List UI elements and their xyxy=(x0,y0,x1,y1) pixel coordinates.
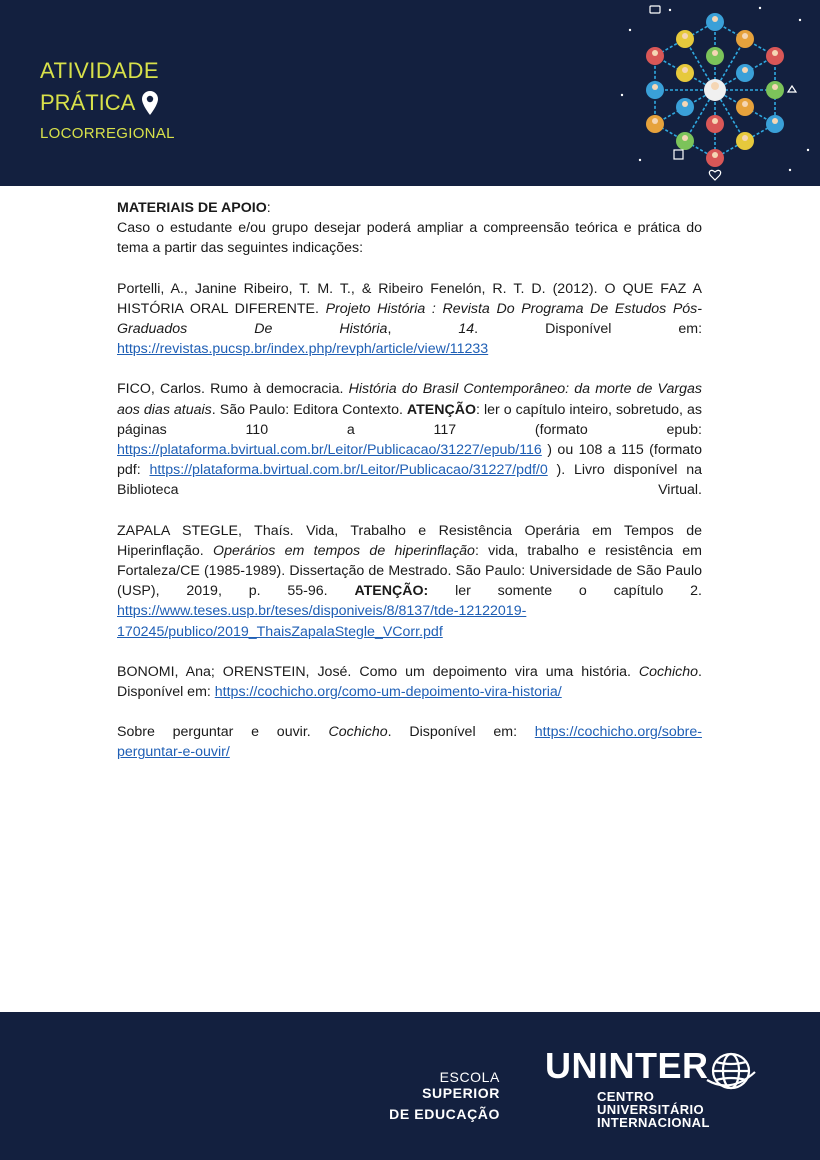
reference-zapala: ZAPALA STEGLE, Thaís. Vida, Trabalho e Resistência Operária em Tempos de Hiperinflação. Operários em tempos de hiperinflação: vida, trabalho e resistência em Fortaleza/CE (1985-1989). Dissertação de Mestrado. São Paulo: Universidade de São Paulo (USP), 2019, p. 55-96. ATENÇÃO: ler somente o capítulo 2. xyxy=(117,522,702,600)
link-pucsp[interactable]: https://revistas.pucsp.br/index.php/revph/article/view/11233 xyxy=(117,341,489,358)
reference-bonomi: BONOMI, Ana; ORENSTEIN, José. Como um depoimento vira uma história. Cochicho. xyxy=(117,663,702,680)
link-cochicho-depoimento[interactable]: https://cochicho.org/como-um-depoimento-vira-historia/ xyxy=(214,684,562,701)
globe-icon xyxy=(703,1050,759,1092)
section-heading: MATERIAIS DE APOIO: xyxy=(117,200,271,216)
brand-subtitle: LOCORREGIONAL xyxy=(40,125,175,142)
link-bvirtual-pdf[interactable]: https://plataforma.bvirtual.com.br/Leitor/Publicacao/31227/pdf/0 xyxy=(149,462,548,479)
link-bvirtual-epub[interactable]: https://plataforma.bvirtual.com.br/Leitor/Publicacao/31227/epub/116 xyxy=(117,442,542,459)
support-materials: MATERIAIS DE APOIO: Caso o estudante e/ou grupo desejar poderá ampliar a compreensão teórica e prática do tema a partir das seguintes indicações: Portelli, A., Janine Ribeiro, T. M. T., & Ribeiro Fenelón, R. T. D. (2012). O QUE FAZ A HISTÓRIA ORAL DIFERENTE. Projeto História : Revista Do Programa De Estudos Pós-Graduados De História, 14. Disponível em: https://revistas.pucsp.br/index.php/revph/article/view/11233 FICO, Carlos. Rumo à democracia. História do Brasil Contemporâneo: da morte de Vargas aos dias atuais. São Paulo: Editora Contexto. ATENÇÃO: ler o capítulo inteiro, sobretudo, as páginas 110 a 117 (formato epub: https://plataforma.bvirtual.com.br/Leitor/Publicacao/31227/epub/116 ) ou 108 a 115 (formato pdf: https://plataforma.bvirtual.com.br/Leitor/Publicacao/31227/pdf/0 ). Livro disponível na Biblioteca Virtual. ZAPALA STEGLE, Thaís. Vida, Trabalho e Resistência Operária em Tempos de Hiperinflação. Operários em tempos de hiperinflação: vida, trabalho e resistência em Fortaleza/CE (1985-1989). Dissertação de Mestrado. São Paulo: Universidade de São Paulo (USP), 2019, p. 55-96. ATENÇÃO: ler somente o capítulo 2. https://www.teses.usp.br/teses/disponiveis/8/8137/tde-12122019- 170245/publico/2019_ThaisZapalaStegle_VCorr.pdf BONOMI, Ana; ORENSTEIN, José. Como um depoimento vira uma história. Cochicho. Disponível em: https://cochicho.org/como-um-depoimento-vira-historia/ Sobre perguntar e ouvir. Cochicho. Disponível em: https://cochicho.org/sobre- perguntar-e-ouvir/ xyxy=(117,200,703,761)
brand-block xyxy=(40,60,175,142)
intro-text: Caso o estudante e/ou grupo desejar poderá ampliar a compreensão teórica e prática do tema a partir das seguintes indicações: xyxy=(117,220,702,257)
reference-portelli: Portelli, A., Janine Ribeiro, T. M. T., & Ribeiro Fenelón, R. T. D. (2012). O QUE FAZ A HISTÓRIA ORAL DIFERENTE. Projeto História : Revista Do Programa De Estudos Pós-Graduados De História, 14. Disponível em: xyxy=(117,280,703,338)
brand-title-line2: PRÁTICA xyxy=(40,90,136,115)
uninter-logo: UNINTER CENTRO UNIVERSITÁRIO INTERNACIONAL xyxy=(545,1045,710,1130)
link-usp-thesis-part1[interactable]: https://www.teses.usp.br/teses/disponiveis/8/8137/tde-12122019- xyxy=(117,603,527,620)
page-header xyxy=(0,0,820,186)
link-usp-thesis-part2[interactable]: 170245/publico/2019_ThaisZapalaStegle_VCorr.pdf xyxy=(117,623,443,640)
reference-fico: FICO, Carlos. Rumo à democracia. História do Brasil Contemporâneo: da morte de Vargas aos dias atuais. São Paulo: Editora Contexto. ATENÇÃO: ler o capítulo inteiro, sobretudo, as páginas 110 a 117 (formato epub: xyxy=(117,381,702,438)
brand-title-line1: ATIVIDADE xyxy=(40,58,160,83)
people-network-icon xyxy=(610,0,820,186)
uninter-wordmark: UNINTER xyxy=(545,1045,709,1086)
school-label: ESCOLA SUPERIOR DE EDUCAÇÃO xyxy=(389,1069,500,1122)
link-cochicho-perguntar-part2[interactable]: perguntar-e-ouvir/ xyxy=(117,744,230,761)
reference-cochicho: Sobre perguntar e ouvir. Cochicho. Disponível em: https://cochicho.org/sobre- xyxy=(117,724,702,741)
link-cochicho-perguntar-part1[interactable]: https://cochicho.org/sobre- xyxy=(534,724,702,741)
location-pin-icon xyxy=(141,90,159,116)
